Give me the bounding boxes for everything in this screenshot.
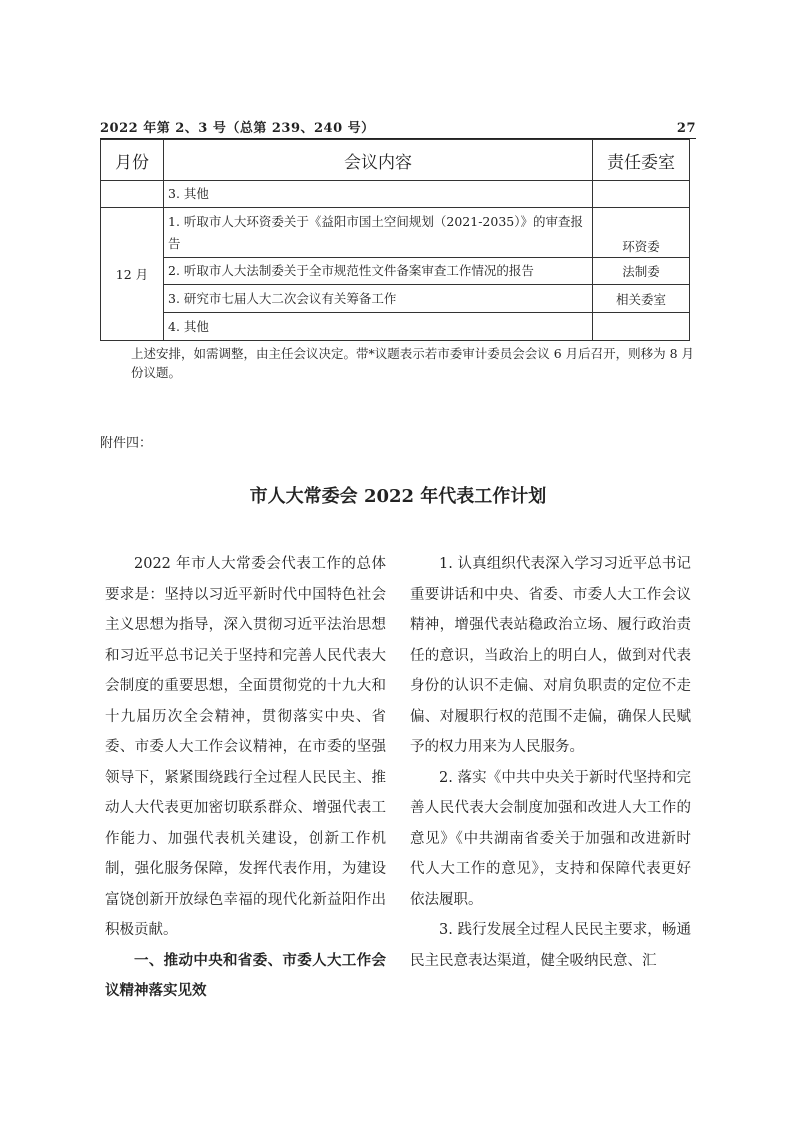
content-cell: 3. 其他 (164, 181, 593, 208)
content-cell: 3. 研究市七届人大二次会议有关筹备工作 (164, 285, 593, 313)
paragraph-1: 1. 认真组织代表深入学习习近平总书记重要讲话和中央、省委、市委人大工作会议精神，增强代表站稳政治立场、履行政治责任的意识，当政治上的明白人，做到对代表身份的认识不走偏、对肩负职责的定位不走偏、对履职行权的范围不走偏，确保人民赋予的权力用来为人民服务。 (410, 556, 691, 755)
column-header-month: 月份 (101, 140, 164, 181)
left-column (105, 549, 386, 1007)
page-number: 27 (676, 121, 696, 136)
column-header-dept: 责任委室 (593, 140, 690, 181)
right-column (410, 549, 691, 976)
intro-paragraph: 2022 年市人大常委会代表工作的总体要求是：坚持以习近平新时代中国特色社会主义思想为指导，深入贯彻习近平法治思想和习近平总书记关于坚持和完善人民代表大会制度的重要思想，全面贯彻党的十九大和十九届历次全会精神，贯彻落实中央、省委、市委人大工作会议精神，在市委的坚强领导下，紧紧围绕践行全过程人民民主、推动人大代表更加密切联系群众、增强代表工作能力、加强代表机关建设，创新工作机制，强化服务保障，发挥代表作用，为建设富饶创新开放绿色幸福的现代化新益阳作出积极贡献。 (105, 556, 386, 938)
table-row (101, 285, 690, 313)
table-row (101, 181, 690, 208)
attachment-label: 附件四： (100, 436, 153, 451)
page-header (100, 116, 696, 139)
content-cell: 2. 听取市人大法制委关于全市规范性文件备案审查工作情况的报告 (164, 258, 593, 285)
dept-cell (593, 313, 690, 341)
issue-label: 2022 年第 2、3 号（总第 239、240 号） (100, 121, 375, 136)
dept-cell: 法制委 (593, 258, 690, 285)
table-row (101, 258, 690, 285)
document-title: 市人大常委会 2022 年代表工作计划 (249, 486, 547, 507)
content-cell: 4. 其他 (164, 313, 593, 341)
dept-cell: 环资委 (593, 208, 690, 258)
dept-cell (593, 181, 690, 208)
month-cell-december: 12 月 (101, 208, 164, 341)
column-header-content: 会议内容 (164, 140, 593, 181)
paragraph-2: 2. 落实《中共中央关于新时代坚持和完善人民代表大会制度加强和改进人大工作的意见》《中共湖南省委关于加强和改进新时代人大工作的意见》，支持和保障代表更好依法履职。 (410, 769, 691, 908)
dept-cell: 相关委室 (593, 285, 690, 313)
content-cell: 1. 听取市人大环资委关于《益阳市国土空间规划（2021-2035）》的审查报告 (164, 208, 593, 258)
table-note: 上述安排，如需调整，由主任会议决定。带*议题表示若市委审计委员会会议 6 月后召开，则移为 8 月份议题。 (131, 346, 695, 380)
table-row (101, 313, 690, 341)
month-cell (101, 181, 164, 208)
table-row (101, 208, 690, 258)
table-header-row (101, 140, 690, 181)
section-heading: 一、推动中央和省委、市委人大工作会议精神落实见效 (105, 952, 386, 999)
paragraph-3: 3. 践行发展全过程人民民主要求，畅通民主民意表达渠道，健全吸纳民意、汇 (410, 922, 691, 969)
meeting-schedule-table (100, 139, 690, 341)
